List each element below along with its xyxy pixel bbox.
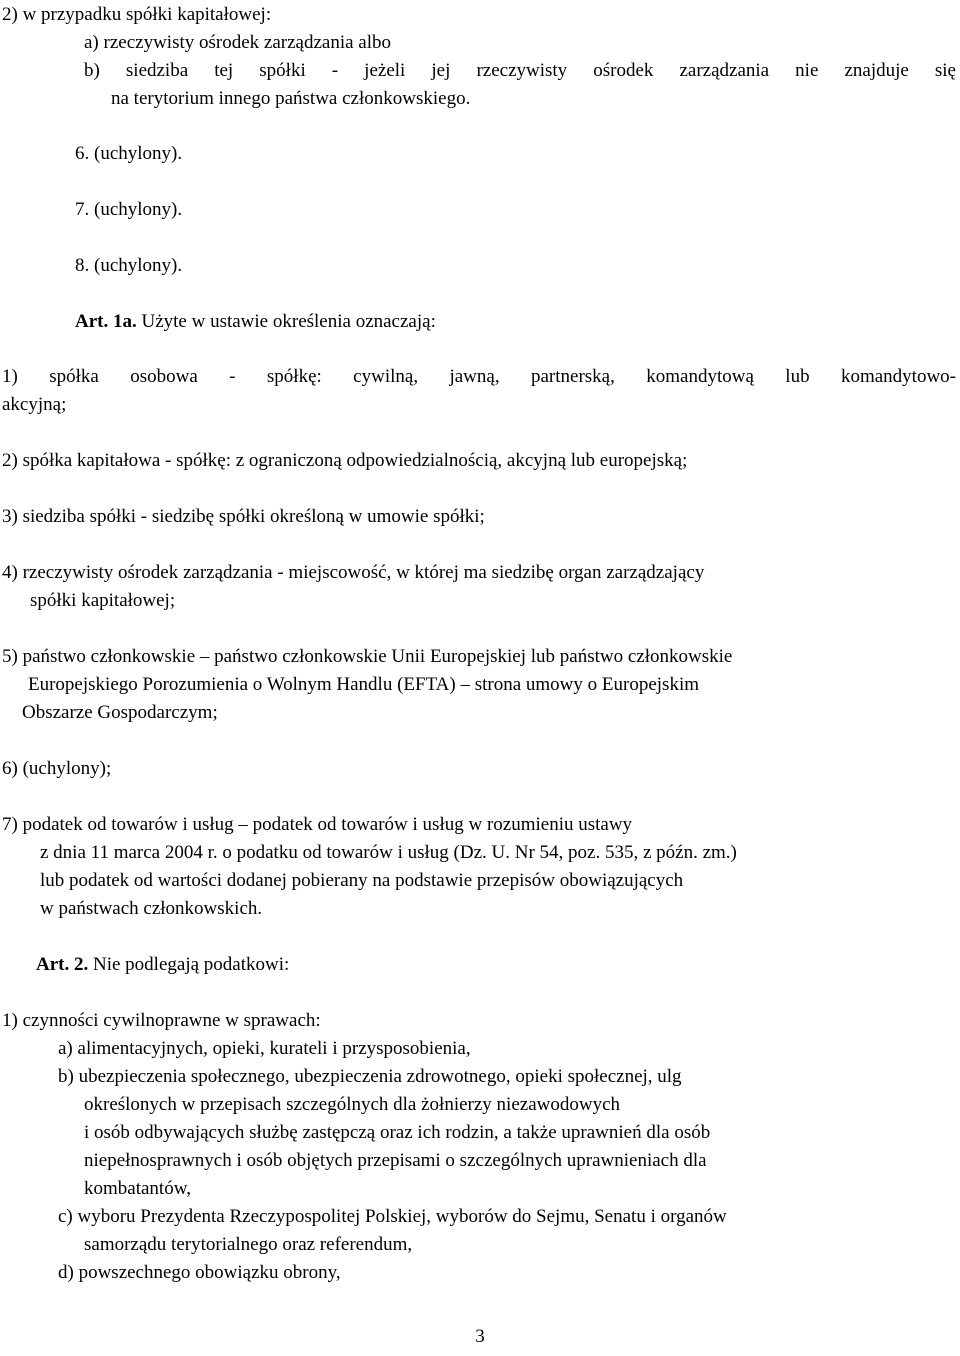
text-line: lub podatek od wartości dodanej pobierany na podstawie przepisów obowiązujących <box>40 870 684 891</box>
article-heading <box>36 954 289 976</box>
text-line: 1) spółka osobowa - spółkę: cywilną, jawną, partnerską, komandytową lub komandytowo- <box>2 366 956 387</box>
article-number: Art. 1a. <box>75 311 137 332</box>
text-line: a) rzeczywisty ośrodek zarządzania albo <box>84 32 391 53</box>
article-number: Art. 2. <box>36 954 89 975</box>
text-line: 7) podatek od towarów i usług – podatek od towarów i usług w rozumieniu ustawy <box>2 814 633 835</box>
text-line: 8. (uchylony). <box>75 255 183 276</box>
text-line: 6) (uchylony); <box>2 758 112 779</box>
text-line: kombatantów, <box>84 1178 191 1199</box>
text-line: a) alimentacyjnych, opieki, kurateli i przysposobienia, <box>58 1038 471 1059</box>
text-line: na terytorium innego państwa członkowskiego. <box>111 88 471 109</box>
text-line: c) wyboru Prezydenta Rzeczypospolitej Polskiej, wyborów do Sejmu, Senatu i organów <box>58 1206 727 1227</box>
page-number: 3 <box>475 1326 485 1347</box>
article-intro: Użyte w ustawie określenia oznaczają: <box>136 311 436 332</box>
text-line: i osób odbywających służbę zastępczą oraz ich rodzin, a także uprawnień dla osób <box>84 1122 711 1143</box>
text-line: d) powszechnego obowiązku obrony, <box>58 1262 341 1283</box>
text-line: 1) czynności cywilnoprawne w sprawach: <box>2 1010 321 1031</box>
text-line: 6. (uchylony). <box>75 143 183 164</box>
article-intro: Nie podlegają podatkowi: <box>88 954 290 975</box>
text-line: w państwach członkowskich. <box>40 898 263 919</box>
text-line: z dnia 11 marca 2004 r. o podatku od towarów i usług (Dz. U. Nr 54, poz. 535, z późn. zm.) <box>40 842 737 863</box>
text-line: 4) rzeczywisty ośrodek zarządzania - miejscowość, w której ma siedzibę organ zarządzający <box>2 562 705 583</box>
text-line: spółki kapitałowej; <box>30 590 176 611</box>
text-line: samorządu terytorialnego oraz referendum, <box>84 1234 413 1255</box>
text-line: 5) państwo członkowskie – państwo członkowskie Unii Europejskiej lub państwo członkowskie <box>2 646 733 667</box>
text-line: 3) siedziba spółki - siedzibę spółki określoną w umowie spółki; <box>2 506 485 527</box>
text-line: 2) spółka kapitałowa - spółkę: z ograniczoną odpowiedzialnością, akcyjną lub europejską; <box>2 450 688 471</box>
text-line: akcyjną; <box>2 394 67 415</box>
article-heading <box>75 311 436 333</box>
text-line: niepełnosprawnych i osób objętych przepisami o szczególnych uprawnieniach dla <box>84 1150 707 1171</box>
text-line: Obszarze Gospodarczym; <box>22 702 218 723</box>
text-line: 2) w przypadku spółki kapitałowej: <box>2 4 272 25</box>
text-line: 7. (uchylony). <box>75 199 183 220</box>
text-line: b) siedziba tej spółki - jeżeli jej rzeczywisty ośrodek zarządzania nie znajduje się <box>84 60 956 81</box>
text-line: Europejskiego Porozumienia o Wolnym Handlu (EFTA) – strona umowy o Europejskim <box>28 674 700 695</box>
text-line: określonych w przepisach szczególnych dla żołnierzy niezawodowych <box>84 1094 621 1115</box>
text-line: b) ubezpieczenia społecznego, ubezpieczenia zdrowotnego, opieki społecznej, ulg <box>58 1066 682 1087</box>
